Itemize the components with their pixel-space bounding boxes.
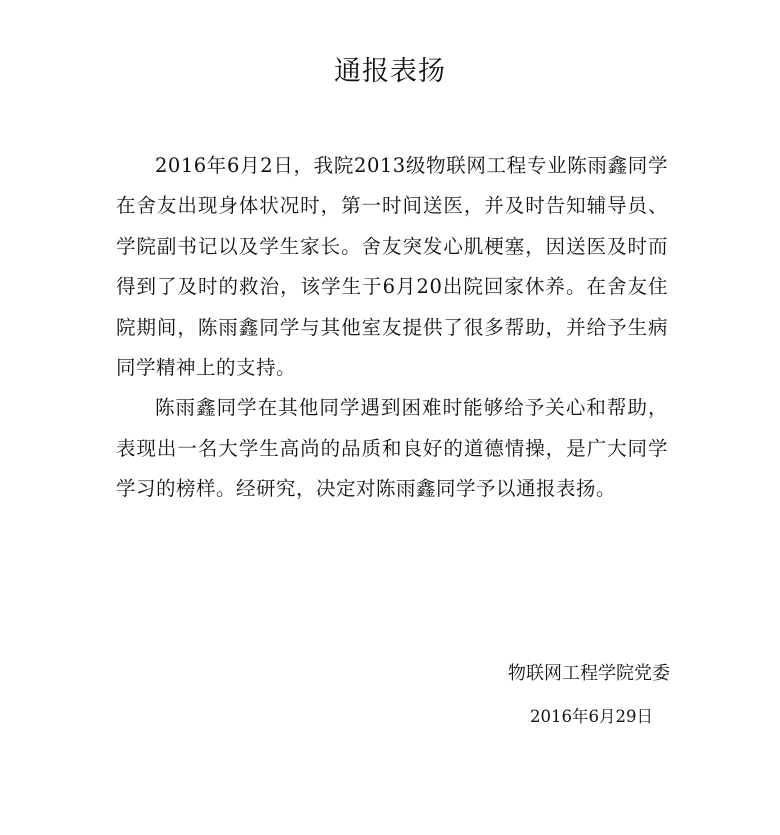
- document-body: [116, 146, 668, 510]
- signature-date: 2016年6月29日: [530, 707, 653, 726]
- signature-organization: 物联网工程学院党委: [508, 663, 670, 684]
- paragraph-2: 陈雨鑫同学在其他同学遇到困难时能够给予关心和帮助，表现出一名大学生高尚的品质和良好的道德情操，是广大同学学习的榜样。经研究，决定对陈雨鑫同学予以通报表扬。: [116, 396, 668, 501]
- document-title: 通报表扬: [334, 56, 446, 87]
- paragraph-1: 2016年6月2日，我院2013级物联网工程专业陈雨鑫同学在舍友出现身体状况时，第一时间送医，并及时告知辅导员、学院副书记以及学生家长。舍友突发心肌梗塞，因送医及时而得到了及时的救治，该学生于6月20出院回家休养。在舍友住院期间，陈雨鑫同学与其他室友提供了很多帮助，并给予生病同学精神上的支持。: [116, 154, 668, 380]
